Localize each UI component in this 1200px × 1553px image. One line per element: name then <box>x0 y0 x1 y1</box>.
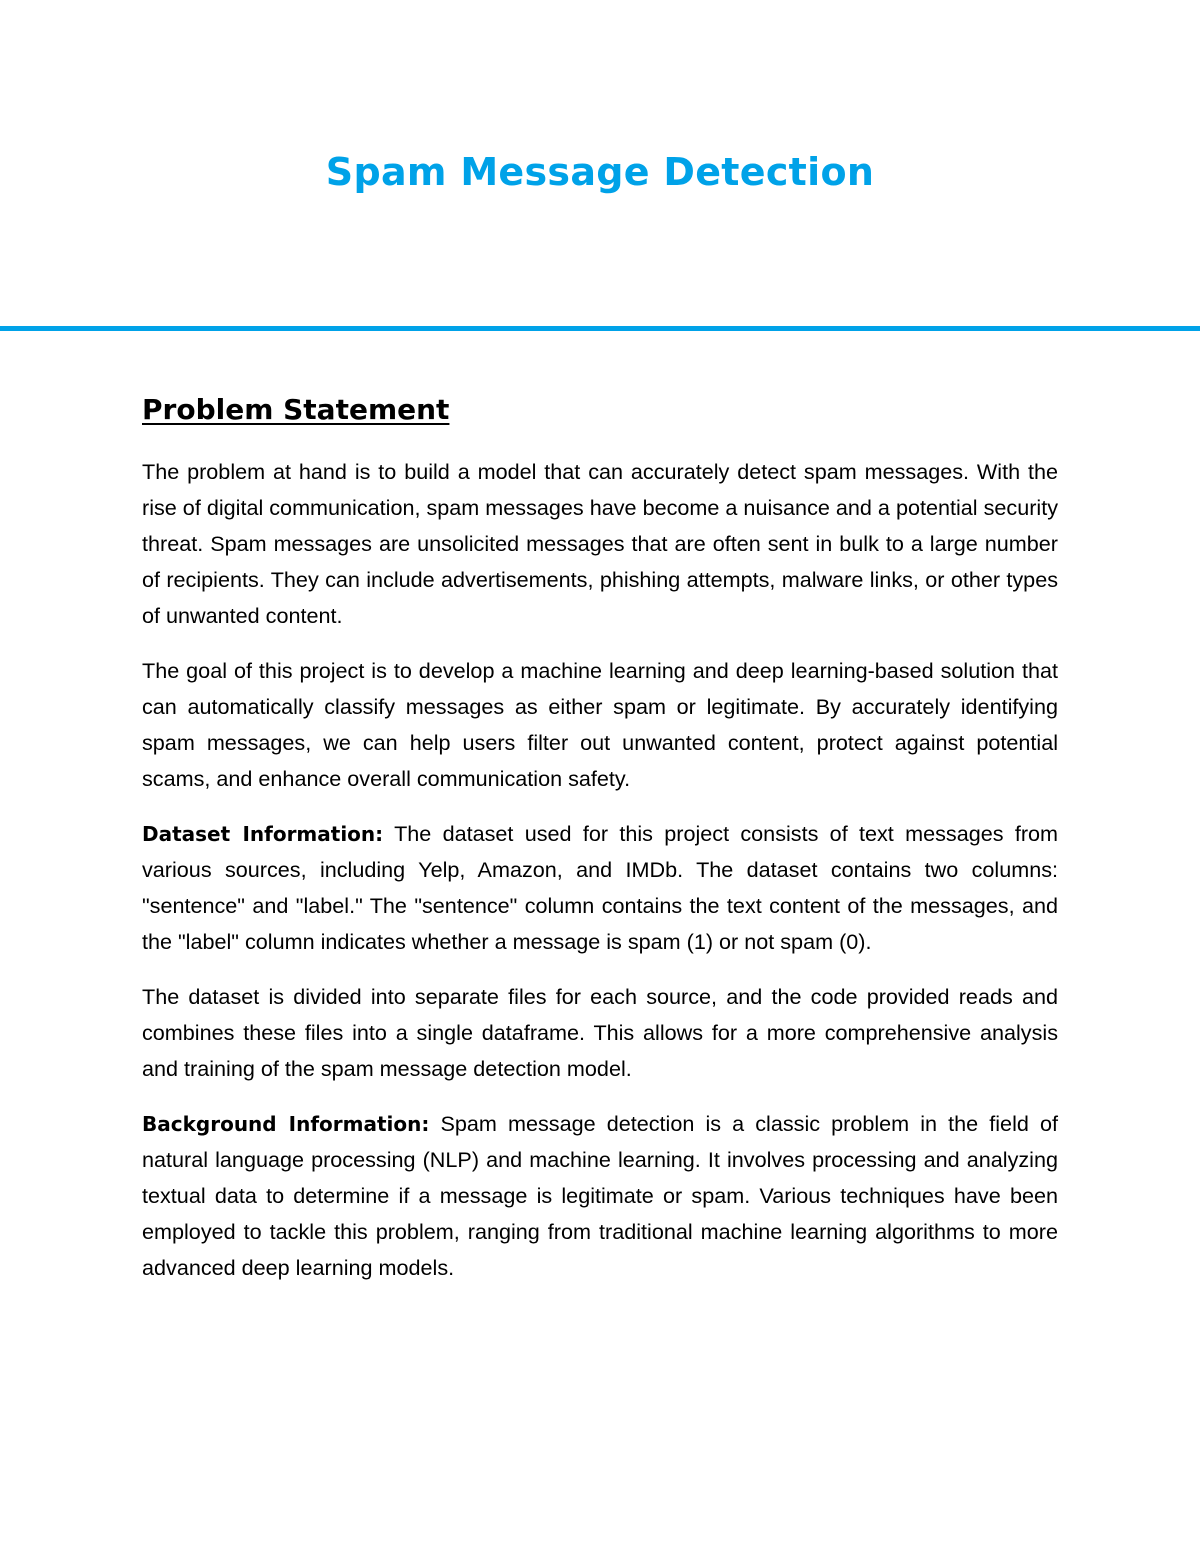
paragraph-problem: The problem at hand is to build a model that can accurately detect spam messages. With the rise of digital communication, spam messages have become a nuisance and a potential security threat. Spam messages are unsolicited messages that are often sent in bulk to a large number of recipients. They can include advertisements, phishing attempts, malware links, or other types of unwanted content. <box>142 459 1058 628</box>
paragraph-background <box>142 1106 1058 1286</box>
dataset-label: Dataset Information: <box>142 822 384 846</box>
document-body <box>142 390 1058 1305</box>
paragraph-goal: The goal of this project is to develop a machine learning and deep learning-based solution that can automatically classify messages as either spam or legitimate. By accurately identifying spam messages, we can help users filter out unwanted content, protect against potential scams, and enhance overall communication safety. <box>142 658 1058 791</box>
background-text: Spam message detection is a classic problem in the field of natural language processing (NLP) and machine learning. It involves processing and analyzing textual data to determine if a message is legitimate or spam. Various techniques have been employed to tackle this problem, ranging from traditional machine learning algorithms to more advanced deep learning models. <box>142 1111 1058 1280</box>
paragraph-dataset <box>142 816 1058 960</box>
dataset-text: The dataset used for this project consists of text messages from various sources, including Yelp, Amazon, and IMDb. The dataset contains two columns: "sentence" and "label." The "sentence" column contains the text content of the messages, and the "label" column indicates whether a message is spam (1) or not spam (0). <box>142 821 1059 954</box>
paragraph-dataset-files: The dataset is divided into separate files for each source, and the code provided reads and combines these files into a single dataframe. This allows for a more comprehensive analysis and training of the spam message detection model. <box>142 984 1058 1081</box>
background-label: Background Information: <box>142 1112 430 1136</box>
document-title: Spam Message Detection <box>325 150 875 194</box>
title-divider <box>0 326 1200 331</box>
section-heading: Problem Statement <box>142 393 450 426</box>
